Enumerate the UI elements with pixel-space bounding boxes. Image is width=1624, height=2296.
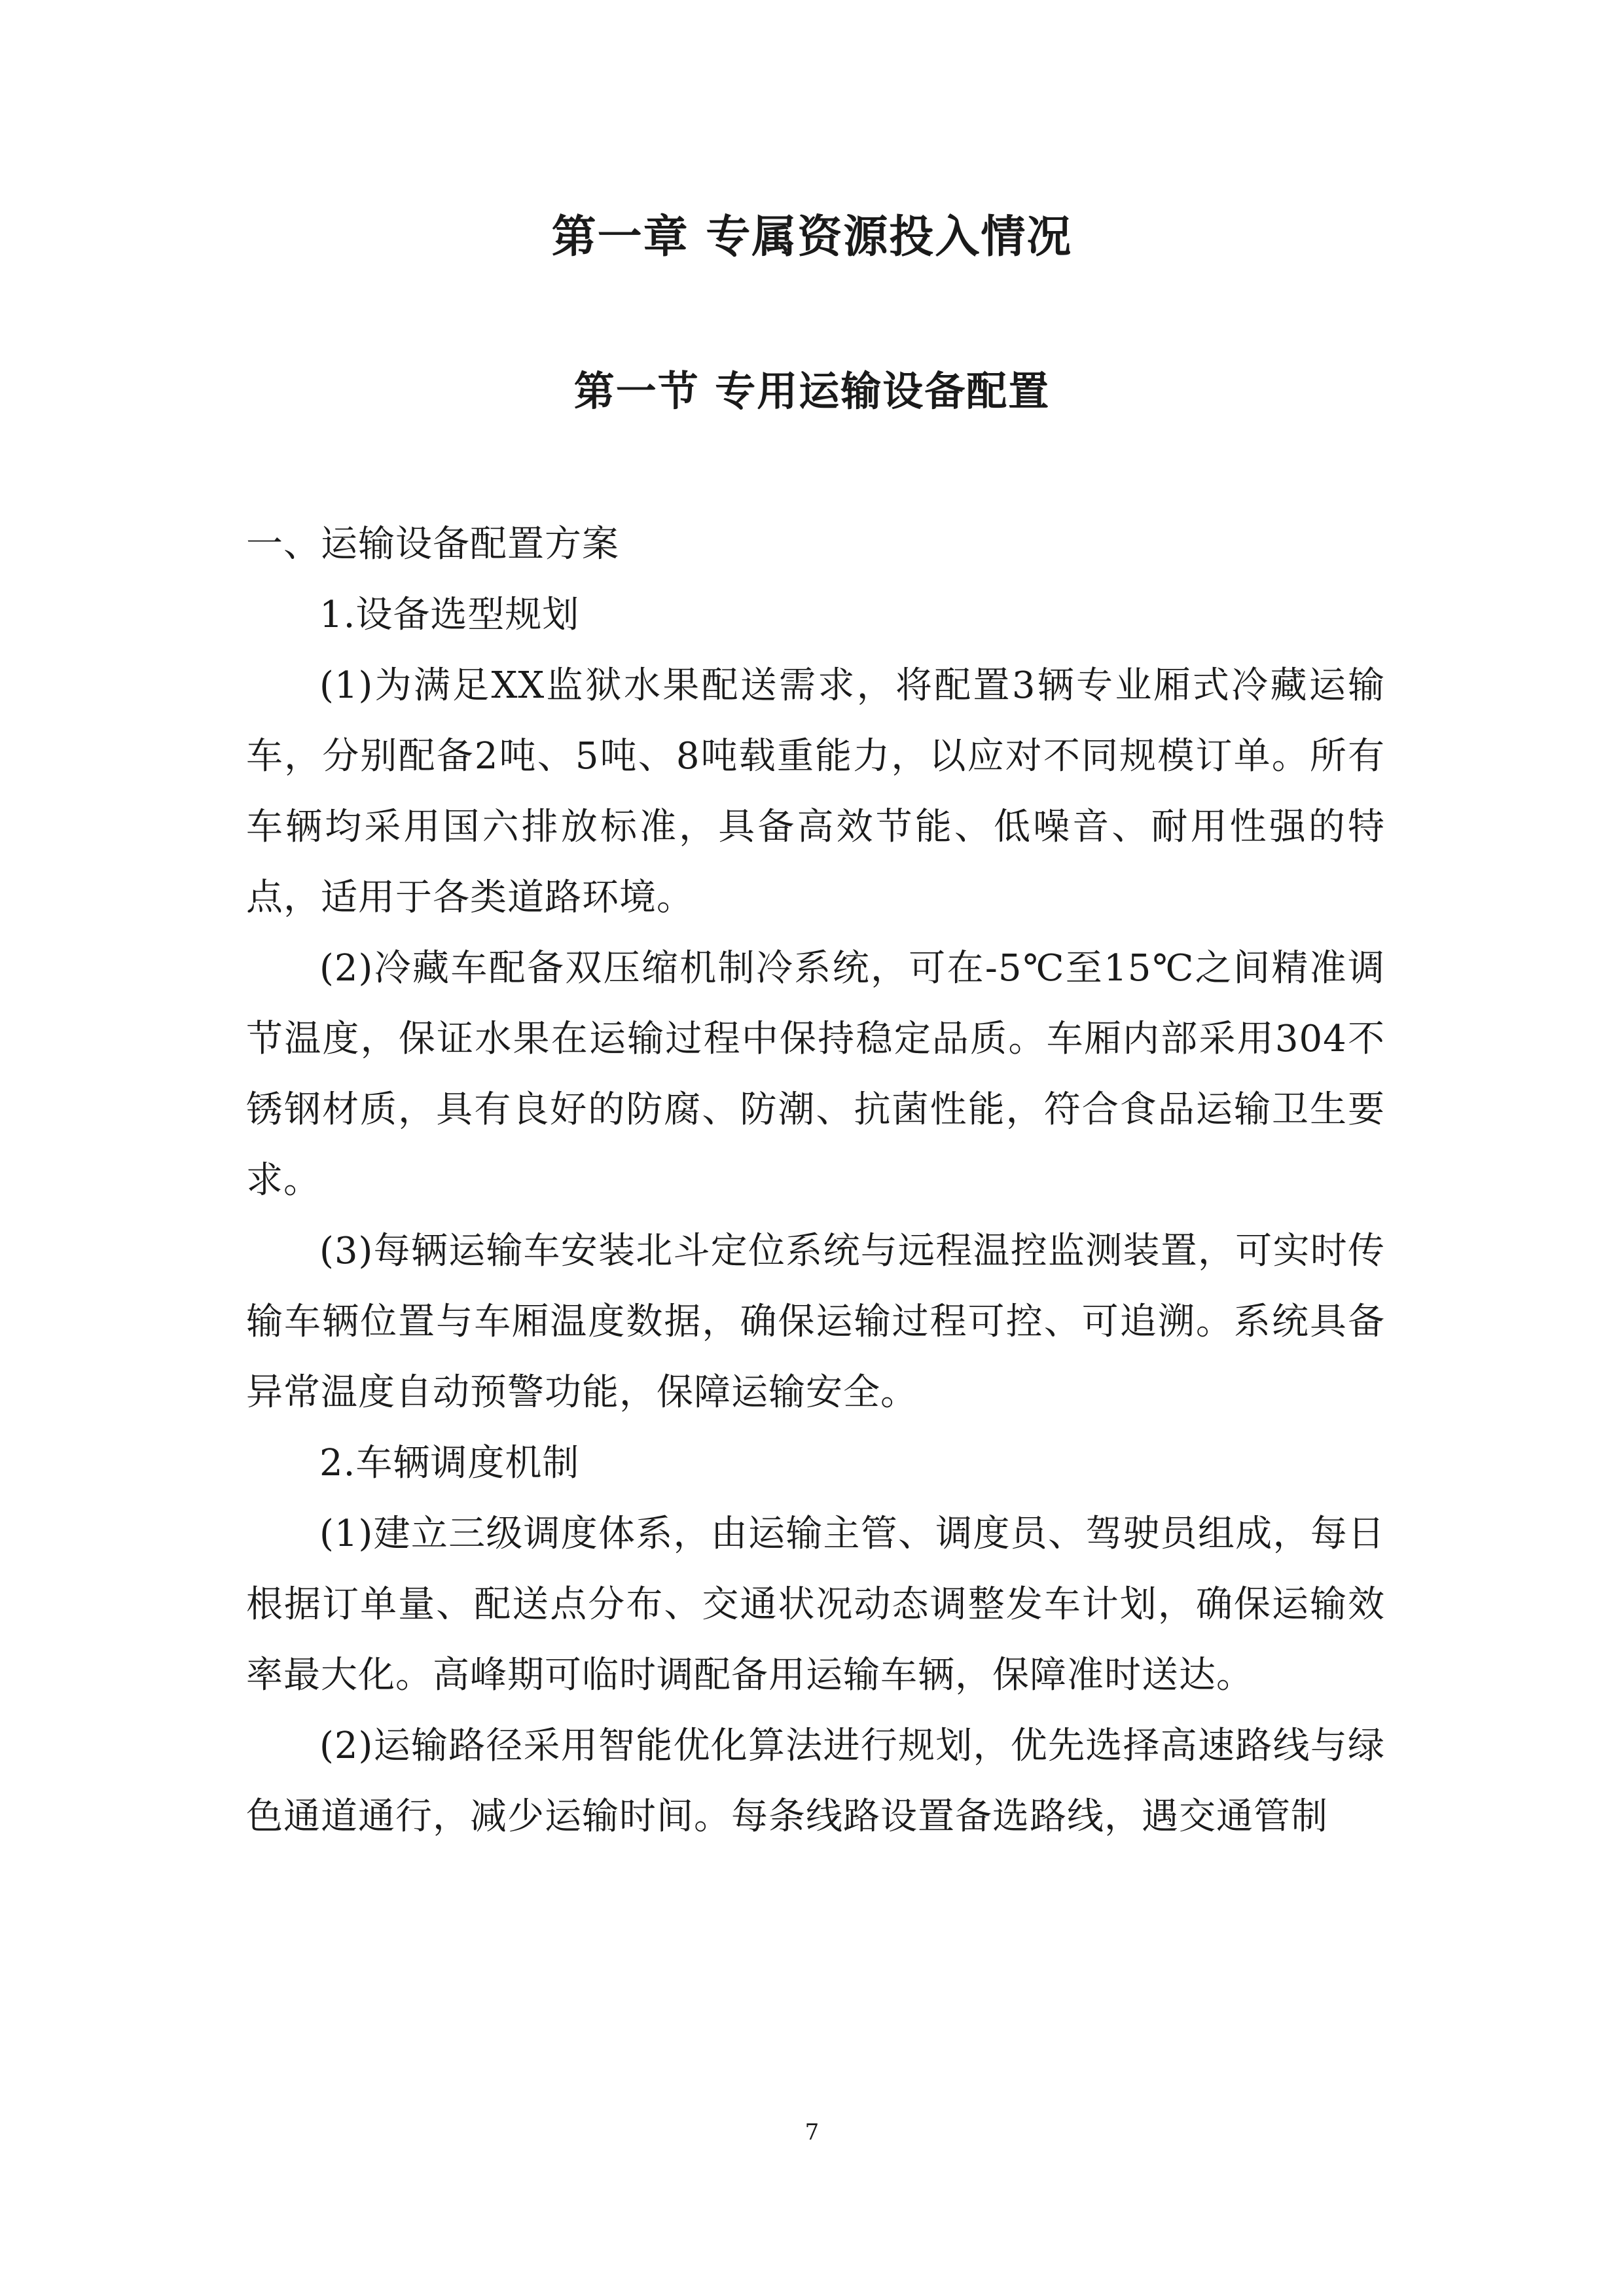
subheading-equipment-selection: 1.设备选型规划 (319, 594, 580, 636)
paragraph-dispatch-system: (1)建立三级调度体系，由运输主管、调度员、驾驶员组成，每日根据订单量、配送点分布、交通状况动态调整发车计划，确保运输效率最大化。高峰期可临时调配备用运输车辆，保障准时送达。 (246, 1513, 1385, 1696)
document-body (246, 509, 1385, 1852)
paragraph-route-optimization: (2)运输路径采用智能优化算法进行规划，优先选择高速路线与绿色通道通行，减少运输时间。每条线路设置备选路线，遇交通管制 (246, 1725, 1385, 1838)
paragraph-gps-monitoring: (3)每辆运输车安装北斗定位系统与远程温控监测装置，可实时传输车辆位置与车厢温度数据，确保运输过程可控、可追溯。系统具备异常温度自动预警功能，保障运输安全。 (246, 1230, 1385, 1414)
section-title: 第一节 专用运输设备配置 (573, 367, 1051, 415)
paragraph-refrigerated-trucks: (1)为满足XX监狱水果配送需求，将配置3辆专业厢式冷藏运输车，分别配备2吨、5吨、8吨载重能力，以应对不同规模订单。所有车辆均采用国六排放标准，具备高效节能、低噪音、耐用性强的特点，适用于各类道路环境。 (246, 664, 1385, 919)
chapter-title: 第一章 专属资源投入情况 (551, 211, 1073, 263)
subheading-vehicle-dispatch: 2.车辆调度机制 (319, 1442, 580, 1484)
page-number: 7 (804, 2119, 820, 2145)
heading-transport-equipment-plan: 一、运输设备配置方案 (246, 523, 619, 565)
paragraph-refrigeration-system: (2)冷藏车配备双压缩机制冷系统，可在-5℃至15℃之间精准调节温度，保证水果在运输过程中保持稳定品质。车厢内部采用304不锈钢材质，具有良好的防腐、防潮、抗菌性能，符合食品运输卫生要求。 (246, 947, 1385, 1202)
